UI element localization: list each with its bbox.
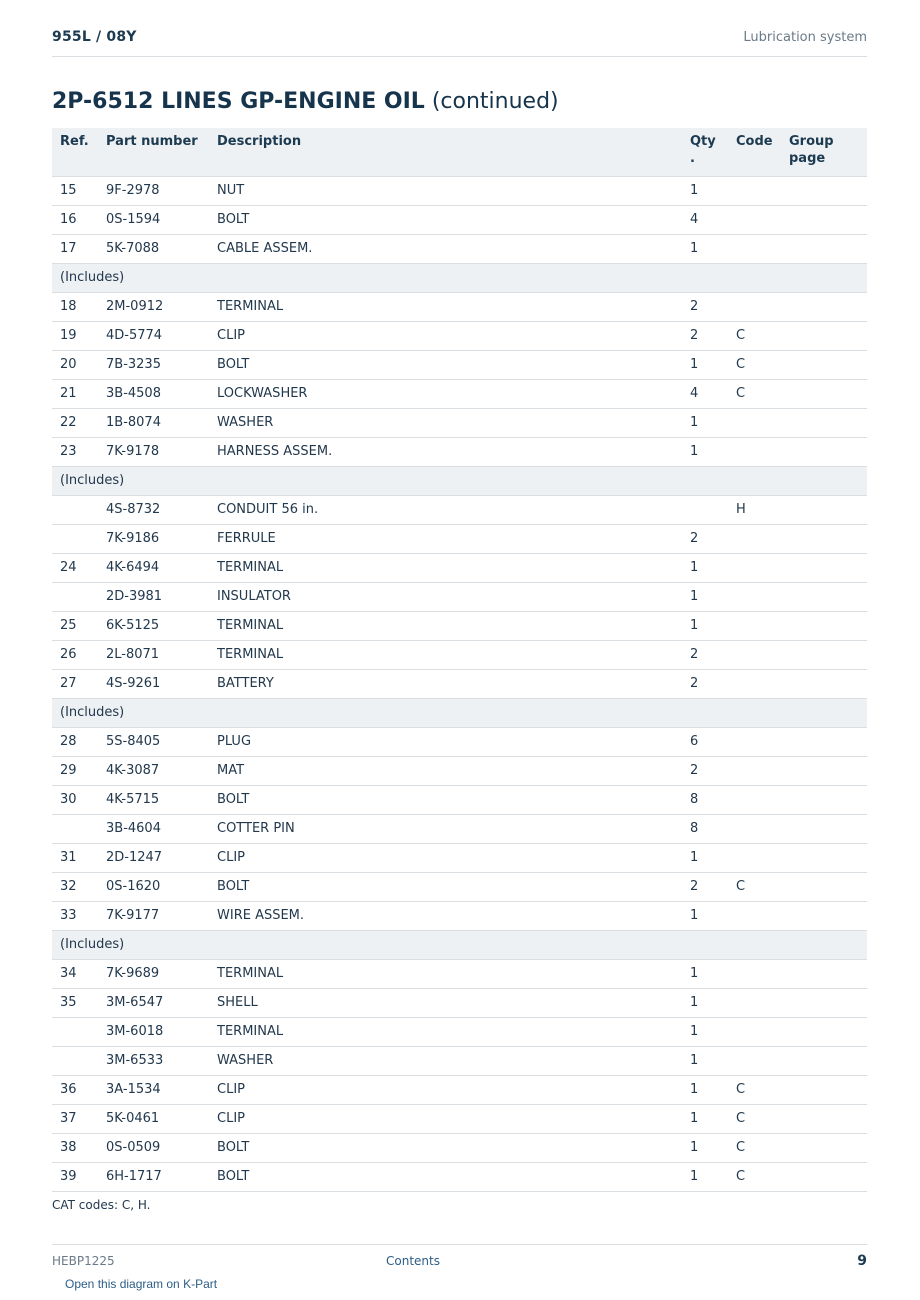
cell-part-number: 0S-0509 [98, 1133, 209, 1162]
cell-code: C [728, 1104, 781, 1133]
part-row [52, 727, 867, 756]
part-row [52, 1075, 867, 1104]
cell-group-page [781, 756, 867, 785]
col-description: Description [209, 128, 682, 176]
cell-ref: 20 [52, 350, 98, 379]
cell-qty: 1 [682, 582, 728, 611]
cell-part-number: 7K-9178 [98, 437, 209, 466]
cell-group-page [781, 1046, 867, 1075]
table-header-row [52, 128, 867, 176]
cell-description: CABLE ASSEM. [209, 234, 682, 263]
cell-group-page [781, 1162, 867, 1191]
cell-description: TERMINAL [209, 959, 682, 988]
cell-code [728, 408, 781, 437]
cell-qty: 6 [682, 727, 728, 756]
cell-code [728, 785, 781, 814]
cell-part-number: 2M-0912 [98, 292, 209, 321]
cell-description: TERMINAL [209, 611, 682, 640]
cell-description: CLIP [209, 843, 682, 872]
cell-code [728, 669, 781, 698]
cell-part-number: 6K-5125 [98, 611, 209, 640]
part-row [52, 205, 867, 234]
cell-code [728, 553, 781, 582]
col-group-page: Group page [781, 128, 867, 176]
cell-part-number: 7K-9177 [98, 901, 209, 930]
cell-group-page [781, 1104, 867, 1133]
cell-group-page [781, 785, 867, 814]
cell-code: C [728, 872, 781, 901]
cell-group-page [781, 234, 867, 263]
includes-row [52, 698, 867, 727]
part-row [52, 582, 867, 611]
cell-code [728, 611, 781, 640]
cell-qty: 1 [682, 1133, 728, 1162]
page-title [52, 89, 559, 114]
cell-description: BOLT [209, 350, 682, 379]
part-row [52, 1017, 867, 1046]
cell-ref [52, 814, 98, 843]
cell-description: BOLT [209, 205, 682, 234]
part-row [52, 814, 867, 843]
cell-group-page [781, 292, 867, 321]
cell-code [728, 988, 781, 1017]
cell-code: C [728, 1133, 781, 1162]
cell-qty: 1 [682, 1075, 728, 1104]
cell-description: FERRULE [209, 524, 682, 553]
assembly-title: 2P-6512 LINES GP-ENGINE OIL [52, 89, 425, 114]
cell-qty: 2 [682, 756, 728, 785]
cell-qty: 1 [682, 437, 728, 466]
cell-code [728, 727, 781, 756]
cell-qty: 1 [682, 959, 728, 988]
part-row [52, 1104, 867, 1133]
cell-group-page [781, 582, 867, 611]
cell-group-page [781, 350, 867, 379]
cell-description: CLIP [209, 321, 682, 350]
part-row [52, 669, 867, 698]
section-name: Lubrication system [743, 30, 867, 45]
cell-ref [52, 524, 98, 553]
cell-part-number: 3M-6533 [98, 1046, 209, 1075]
cell-code [728, 524, 781, 553]
cell-ref: 23 [52, 437, 98, 466]
cell-part-number: 3M-6018 [98, 1017, 209, 1046]
cell-qty: 2 [682, 640, 728, 669]
cell-part-number: 4S-8732 [98, 495, 209, 524]
cell-part-number: 1B-8074 [98, 408, 209, 437]
part-row [52, 234, 867, 263]
cell-ref: 30 [52, 785, 98, 814]
cell-code [728, 843, 781, 872]
cell-ref: 33 [52, 901, 98, 930]
cell-description: CONDUIT 56 in. [209, 495, 682, 524]
document-id: HEBP1225 [52, 1254, 115, 1268]
cell-qty: 1 [682, 1017, 728, 1046]
cat-codes-note: CAT codes: C, H. [52, 1198, 151, 1212]
cell-description: BOLT [209, 872, 682, 901]
cell-code: C [728, 1162, 781, 1191]
cell-part-number: 2D-1247 [98, 843, 209, 872]
col-code: Code [728, 128, 781, 176]
cell-code [728, 582, 781, 611]
cell-qty: 1 [682, 901, 728, 930]
cell-qty: 1 [682, 553, 728, 582]
cell-description: BOLT [209, 1162, 682, 1191]
cell-part-number: 3M-6547 [98, 988, 209, 1017]
cell-group-page [781, 988, 867, 1017]
cell-code [728, 901, 781, 930]
cell-description: BATTERY [209, 669, 682, 698]
cell-description: NUT [209, 176, 682, 205]
cell-group-page [781, 1017, 867, 1046]
model-label: 955L / 08Y [52, 29, 137, 45]
part-row [52, 959, 867, 988]
cell-code [728, 756, 781, 785]
cell-group-page [781, 379, 867, 408]
cell-qty: 1 [682, 176, 728, 205]
cell-ref: 32 [52, 872, 98, 901]
cell-ref: 28 [52, 727, 98, 756]
part-row [52, 437, 867, 466]
page-footer [52, 1244, 867, 1275]
cell-ref: 37 [52, 1104, 98, 1133]
cell-code: C [728, 1075, 781, 1104]
cell-part-number: 0S-1594 [98, 205, 209, 234]
cell-qty: 1 [682, 1162, 728, 1191]
cell-part-number: 4K-5715 [98, 785, 209, 814]
cell-part-number: 4K-3087 [98, 756, 209, 785]
includes-label: (Includes) [52, 263, 867, 292]
part-row [52, 524, 867, 553]
cell-code: H [728, 495, 781, 524]
part-row [52, 553, 867, 582]
cell-code: C [728, 379, 781, 408]
cell-part-number: 5K-7088 [98, 234, 209, 263]
cell-code [728, 1046, 781, 1075]
cell-ref: 38 [52, 1133, 98, 1162]
cell-part-number: 4K-6494 [98, 553, 209, 582]
cell-part-number: 3B-4604 [98, 814, 209, 843]
part-row [52, 1133, 867, 1162]
cell-qty: 1 [682, 1046, 728, 1075]
cell-part-number: 7K-9689 [98, 959, 209, 988]
includes-label: (Includes) [52, 930, 867, 959]
cell-qty: 4 [682, 205, 728, 234]
cell-ref: 16 [52, 205, 98, 234]
cell-description: TERMINAL [209, 1017, 682, 1046]
cell-qty: 2 [682, 524, 728, 553]
part-row [52, 292, 867, 321]
cell-ref: 26 [52, 640, 98, 669]
cell-code: C [728, 321, 781, 350]
page-header [52, 29, 867, 57]
cell-ref [52, 1017, 98, 1046]
cell-description: CLIP [209, 1075, 682, 1104]
contents-link[interactable]: Contents [386, 1254, 440, 1268]
cell-code: C [728, 350, 781, 379]
part-row [52, 408, 867, 437]
cell-group-page [781, 901, 867, 930]
cell-part-number: 6H-1717 [98, 1162, 209, 1191]
cell-part-number: 7B-3235 [98, 350, 209, 379]
col-part-number: Part number [98, 128, 209, 176]
cell-ref [52, 1046, 98, 1075]
cell-part-number: 0S-1620 [98, 872, 209, 901]
includes-row [52, 930, 867, 959]
cell-group-page [781, 321, 867, 350]
cell-qty [682, 495, 728, 524]
cell-group-page [781, 640, 867, 669]
cell-description: BOLT [209, 785, 682, 814]
cell-ref: 29 [52, 756, 98, 785]
part-row [52, 350, 867, 379]
includes-label: (Includes) [52, 698, 867, 727]
cell-group-page [781, 611, 867, 640]
cell-part-number: 5S-8405 [98, 727, 209, 756]
part-row [52, 756, 867, 785]
cell-qty: 1 [682, 1104, 728, 1133]
cell-code [728, 959, 781, 988]
open-kpart-link[interactable]: Open this diagram on K-Part [65, 1277, 218, 1291]
cell-part-number: 9F-2978 [98, 176, 209, 205]
cell-part-number: 7K-9186 [98, 524, 209, 553]
cell-code [728, 1017, 781, 1046]
cell-qty: 2 [682, 872, 728, 901]
cell-qty: 1 [682, 408, 728, 437]
part-row [52, 901, 867, 930]
parts-table-body [52, 176, 867, 1191]
part-row [52, 611, 867, 640]
includes-label: (Includes) [52, 466, 867, 495]
cell-group-page [781, 959, 867, 988]
cell-ref: 31 [52, 843, 98, 872]
cell-description: SHELL [209, 988, 682, 1017]
part-row [52, 495, 867, 524]
cell-part-number: 2L-8071 [98, 640, 209, 669]
part-row [52, 640, 867, 669]
cell-group-page [781, 408, 867, 437]
cell-description: MAT [209, 756, 682, 785]
cell-ref: 27 [52, 669, 98, 698]
parts-table [52, 128, 867, 1192]
cell-ref: 35 [52, 988, 98, 1017]
cell-group-page [781, 524, 867, 553]
cell-part-number: 4D-5774 [98, 321, 209, 350]
cell-qty: 2 [682, 292, 728, 321]
cell-ref: 39 [52, 1162, 98, 1191]
cell-qty: 8 [682, 785, 728, 814]
cell-qty: 1 [682, 843, 728, 872]
cell-group-page [781, 205, 867, 234]
part-row [52, 843, 867, 872]
cell-qty: 1 [682, 234, 728, 263]
cell-ref: 18 [52, 292, 98, 321]
part-row [52, 379, 867, 408]
includes-row [52, 466, 867, 495]
col-qty: Qty . [682, 128, 728, 176]
cell-qty: 4 [682, 379, 728, 408]
cell-ref: 19 [52, 321, 98, 350]
part-row [52, 1046, 867, 1075]
cell-description: INSULATOR [209, 582, 682, 611]
cell-part-number: 3B-4508 [98, 379, 209, 408]
cell-code [728, 176, 781, 205]
cell-group-page [781, 727, 867, 756]
cell-code [728, 437, 781, 466]
cell-ref: 22 [52, 408, 98, 437]
cell-part-number: 3A-1534 [98, 1075, 209, 1104]
page-number: 9 [857, 1253, 867, 1269]
cell-group-page [781, 872, 867, 901]
cell-ref: 15 [52, 176, 98, 205]
part-row [52, 785, 867, 814]
cell-description: COTTER PIN [209, 814, 682, 843]
cell-qty: 1 [682, 611, 728, 640]
part-row [52, 988, 867, 1017]
cell-part-number: 2D-3981 [98, 582, 209, 611]
cell-group-page [781, 1133, 867, 1162]
cell-ref [52, 582, 98, 611]
cell-description: TERMINAL [209, 553, 682, 582]
cell-description: TERMINAL [209, 292, 682, 321]
cell-ref: 21 [52, 379, 98, 408]
cell-group-page [781, 495, 867, 524]
cell-group-page [781, 553, 867, 582]
cell-description: WIRE ASSEM. [209, 901, 682, 930]
cell-qty: 2 [682, 321, 728, 350]
cell-qty: 1 [682, 350, 728, 379]
cell-ref: 24 [52, 553, 98, 582]
title-suffix: (continued) [424, 89, 559, 114]
cell-group-page [781, 814, 867, 843]
cell-group-page [781, 437, 867, 466]
part-row [52, 176, 867, 205]
cell-description: TERMINAL [209, 640, 682, 669]
part-row [52, 321, 867, 350]
cell-qty: 2 [682, 669, 728, 698]
cell-ref: 25 [52, 611, 98, 640]
cell-description: PLUG [209, 727, 682, 756]
cell-part-number: 5K-0461 [98, 1104, 209, 1133]
cell-code [728, 234, 781, 263]
col-ref: Ref. [52, 128, 98, 176]
cell-ref: 36 [52, 1075, 98, 1104]
cell-code [728, 292, 781, 321]
cell-ref: 17 [52, 234, 98, 263]
part-row [52, 872, 867, 901]
cell-description: LOCKWASHER [209, 379, 682, 408]
cell-qty: 8 [682, 814, 728, 843]
cell-description: WASHER [209, 408, 682, 437]
includes-row [52, 263, 867, 292]
cell-part-number: 4S-9261 [98, 669, 209, 698]
cell-description: BOLT [209, 1133, 682, 1162]
cell-code [728, 205, 781, 234]
cell-group-page [781, 1075, 867, 1104]
cell-description: HARNESS ASSEM. [209, 437, 682, 466]
cell-description: CLIP [209, 1104, 682, 1133]
cell-ref: 34 [52, 959, 98, 988]
cell-description: WASHER [209, 1046, 682, 1075]
cell-group-page [781, 669, 867, 698]
cell-code [728, 640, 781, 669]
cell-group-page [781, 176, 867, 205]
cell-group-page [781, 843, 867, 872]
cell-qty: 1 [682, 988, 728, 1017]
cell-code [728, 814, 781, 843]
part-row [52, 1162, 867, 1191]
cell-ref [52, 495, 98, 524]
